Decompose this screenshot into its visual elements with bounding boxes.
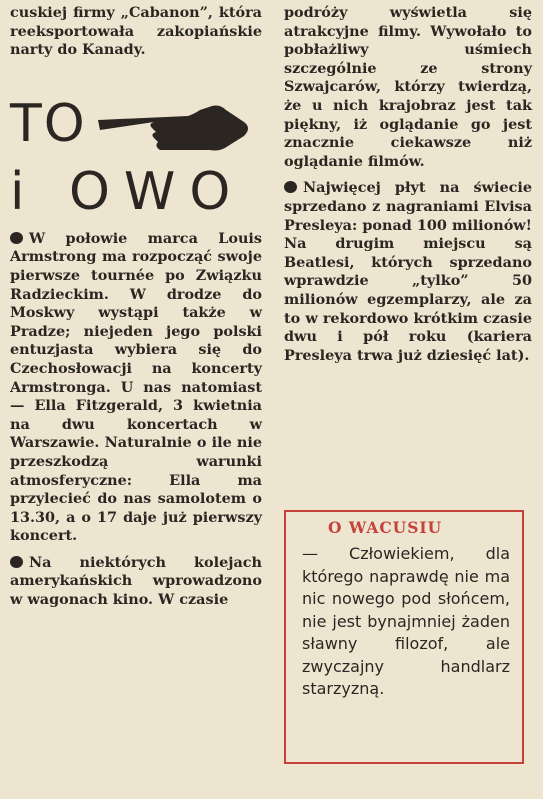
header-to: TO: [10, 93, 87, 154]
text-run: ma rozpocząć swoje pierwsze tournée po Związku Radzieckim. W drodze do Moskwy wystąpi także w Pradze; niejeden jego polski entuzjasta wybiera się do Czechosłowacji na koncerty Armstronga. U nas natomiast —: [10, 248, 262, 415]
name-beatles: Beatlesi: [284, 253, 350, 271]
header-owo: i OWO: [10, 161, 245, 222]
text-run: Na niektórych kolejach amerykańskich wprowadzono: [10, 553, 262, 590]
bullet-dot-icon: [284, 181, 297, 193]
bullet-dot-icon: [10, 556, 23, 568]
article-train-cinema: [10, 554, 262, 610]
article-armstrong: [10, 230, 262, 546]
left-intro-paragraph: cuskiej firmy „Cabanon”, która reeksportowała zakopiańskie narty do Kanady.: [10, 4, 262, 59]
article-records: [284, 179, 532, 365]
bold-run: ponad 100 milionów! Na drugim miejscu są: [284, 216, 532, 253]
right-intro-paragraph: podróży wyświetla się atrakcyjne filmy. Wywołało to pobłażliwy uśmiech szczególnie ze strony Szwajcarów, którzy twierdzą, że u nich krajobraz jest tak piękny, iż oglądanie go jest znacznie ciekawsze niż oglądanie filmów.: [284, 4, 532, 170]
name-armstrong: Louis Armstrong: [10, 229, 262, 266]
box-text: — Człowiekiem, dla którego naprawdę nie ma nic nowego pod słońcem, nie jest bynajmniej żaden sławny filozof, ale zwyczajny handlarz starzyzną.: [302, 544, 510, 698]
name-presley: Elvisa Presleya:: [284, 197, 532, 234]
text-run: , których sprzedano wprawdzie „tylko” 50 milionów egzemplarzy, ale za to w rekordowo krótkim czasie dwu i pół roku (kariera Presleya trwa już dziesięć lat).: [284, 253, 532, 364]
text-run: Najwięcej płyt na świecie sprzedano z nagraniami: [284, 179, 532, 215]
text-run: W czasie: [153, 591, 229, 609]
text-run: , 3 kwietnia na dwu koncertach w Warszawie. Naturalnie o ile nie przeszkodzą warunki atmosferyczne: Ella ma przylecieć do nas samolotem o 13.30, a o 17 daje już pierwszy koncert.: [10, 397, 262, 545]
text-run: W połowie marca: [29, 229, 219, 247]
left-column: [10, 4, 262, 610]
bullet-dot-icon: [10, 232, 23, 244]
box-title: O WACUSIU: [328, 518, 443, 537]
section-header: [10, 60, 262, 222]
wacus-box: [284, 510, 524, 764]
bold-run: w wagonach kino.: [10, 591, 154, 609]
right-column: [284, 4, 532, 365]
pointing-hand-icon: [96, 102, 252, 154]
name-fitzgerald: Ella Fitzgerald: [34, 397, 158, 415]
